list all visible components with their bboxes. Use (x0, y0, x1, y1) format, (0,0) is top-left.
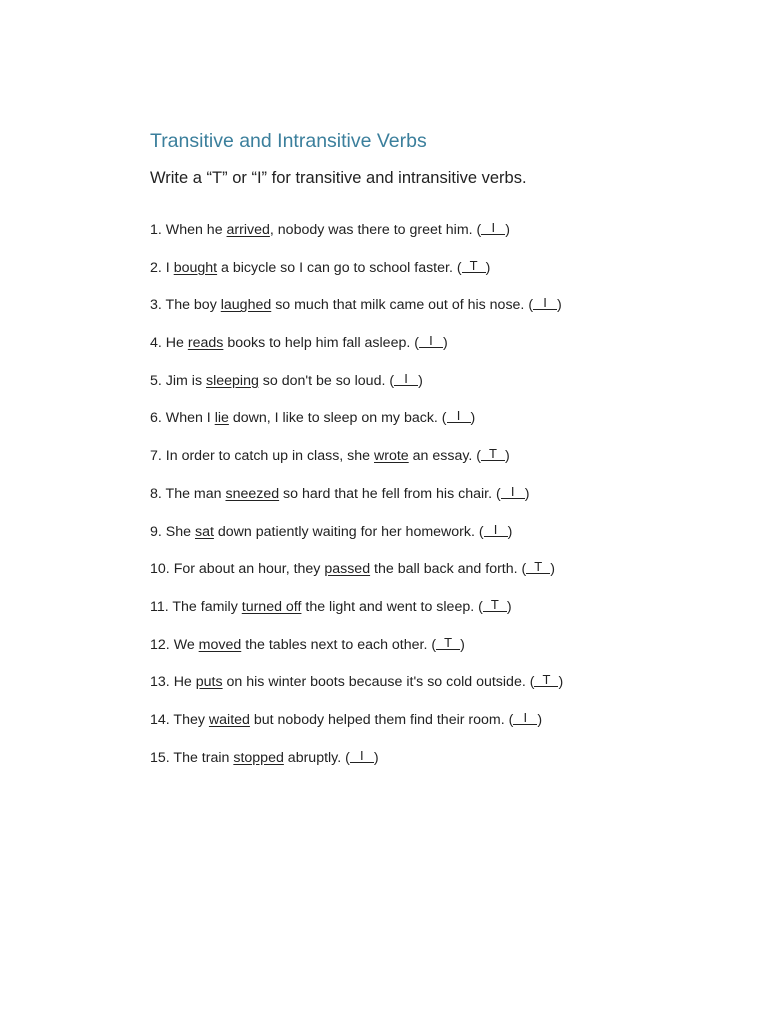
item-number: 11. (150, 598, 169, 615)
exercise-item (150, 673, 563, 711)
item-number: 7. (150, 448, 162, 465)
item-close-paren: ) (557, 297, 562, 314)
item-text-after: the tables next to each other. ( (241, 636, 437, 653)
item-text-after: the ball back and forth. ( (370, 561, 527, 578)
answer-blank: I (484, 523, 508, 537)
item-number: 4. (150, 335, 162, 352)
item-close-paren: ) (418, 372, 423, 389)
item-verb: wrote (374, 448, 409, 465)
item-number: 14. (150, 711, 170, 728)
item-close-paren: ) (442, 335, 448, 352)
answer-blank: I (481, 221, 505, 235)
item-close-paren: ) (506, 598, 512, 615)
exercise-item (150, 334, 563, 372)
item-number: 3. (150, 297, 162, 314)
item-number: 15. (150, 749, 170, 766)
item-verb: arrived (226, 222, 270, 238)
item-text-before: The man (165, 485, 226, 502)
item-text-before: When he (165, 222, 227, 238)
answer-blank: I (533, 296, 557, 310)
answer-blank: T (481, 447, 505, 461)
item-text-after: so much that milk came out of his nose. ( (271, 297, 534, 314)
item-verb: bought (173, 259, 218, 276)
item-text-after: down, I like to sleep on my back. ( (228, 410, 447, 427)
item-number: 2. (150, 259, 162, 276)
exercise-item (150, 447, 563, 485)
item-text-after: an essay. ( (408, 448, 481, 465)
answer-blank: T (483, 598, 507, 612)
item-text-after: books to help him fall asleep. ( (223, 335, 419, 352)
item-close-paren: ) (460, 636, 465, 653)
item-close-paren: ) (550, 561, 555, 578)
exercise-item (150, 523, 563, 561)
answer-blank: I (419, 334, 443, 348)
exercise-item (150, 711, 563, 749)
item-close-paren: ) (505, 222, 510, 238)
item-verb: sleeping (206, 372, 259, 389)
item-number: 6. (150, 410, 162, 427)
item-number: 8. (150, 485, 162, 502)
item-text-after: a bicycle so I can go to school faster. ( (217, 259, 462, 276)
exercise-item (150, 598, 563, 636)
item-number: 1. (150, 222, 162, 238)
item-text-before: The boy (165, 297, 221, 314)
item-text-after: , nobody was there to greet him. ( (269, 222, 482, 238)
exercise-item (150, 560, 563, 598)
item-verb: puts (195, 674, 223, 691)
answer-blank: I (513, 711, 537, 725)
item-close-paren: ) (470, 410, 476, 427)
item-close-paren: ) (537, 711, 543, 728)
item-text-before: They (173, 711, 209, 728)
answer-blank: T (462, 259, 486, 273)
item-verb: reads (187, 335, 224, 352)
item-verb: sneezed (225, 485, 280, 502)
item-number: 12. (150, 636, 170, 653)
item-close-paren: ) (507, 523, 513, 540)
item-text-before: We (173, 636, 199, 653)
item-text-before: The train (173, 749, 234, 766)
item-text-before: In order to catch up in class, she (165, 448, 374, 465)
item-text-after: but nobody helped them find their room. ( (249, 711, 514, 728)
item-verb: moved (198, 636, 242, 653)
item-text-before: When I (165, 410, 215, 427)
exercise-item (150, 296, 563, 334)
exercise-item (150, 749, 563, 787)
item-number: 13. (150, 674, 170, 691)
item-close-paren: ) (558, 674, 564, 691)
item-text-before: He (165, 335, 188, 352)
item-text-after: so don't be so loud. ( (258, 372, 395, 389)
exercise-item (150, 221, 563, 259)
worksheet-title: Transitive and Intransitive Verbs (150, 130, 427, 152)
item-verb: waited (208, 711, 250, 728)
answer-blank: T (534, 673, 558, 687)
exercise-list (150, 221, 563, 786)
exercise-item (150, 485, 563, 523)
answer-blank: I (501, 485, 525, 499)
item-number: 10. (150, 561, 170, 578)
item-text-after: down patiently waiting for her homework. ( (213, 523, 484, 540)
item-text-before: For about an hour, they (173, 561, 325, 578)
item-verb: laughed (220, 297, 272, 314)
item-text-before: He (173, 674, 196, 691)
item-number: 5. (150, 372, 162, 389)
worksheet-instructions: Write a “T” or “I” for transitive and intransitive verbs. (150, 169, 527, 187)
item-text-after: abruptly. ( (283, 749, 350, 766)
item-close-paren: ) (373, 749, 379, 766)
item-verb: lie (214, 410, 229, 427)
answer-blank: I (350, 749, 374, 763)
item-verb: sat (194, 523, 214, 540)
item-text-after: the light and went to sleep. ( (301, 598, 483, 615)
answer-blank: I (394, 372, 418, 386)
item-text-before: She (165, 523, 195, 540)
exercise-item (150, 409, 563, 447)
item-verb: stopped (233, 749, 284, 766)
item-text-after: so hard that he fell from his chair. ( (279, 485, 501, 502)
item-close-paren: ) (524, 485, 530, 502)
exercise-item (150, 259, 563, 297)
item-text-before: I (165, 259, 174, 276)
item-text-before: The family (172, 598, 242, 615)
exercise-item (150, 372, 563, 410)
answer-blank: T (526, 560, 550, 574)
item-close-paren: ) (485, 259, 491, 276)
item-number: 9. (150, 523, 162, 540)
item-text-after: on his winter boots because it's so cold outside. ( (222, 674, 535, 691)
item-close-paren: ) (504, 448, 510, 465)
answer-blank: I (447, 409, 471, 423)
item-verb: turned off (241, 598, 302, 615)
item-text-before: Jim is (165, 372, 206, 389)
exercise-item (150, 636, 563, 674)
answer-blank: T (436, 636, 460, 650)
item-verb: passed (324, 561, 371, 578)
